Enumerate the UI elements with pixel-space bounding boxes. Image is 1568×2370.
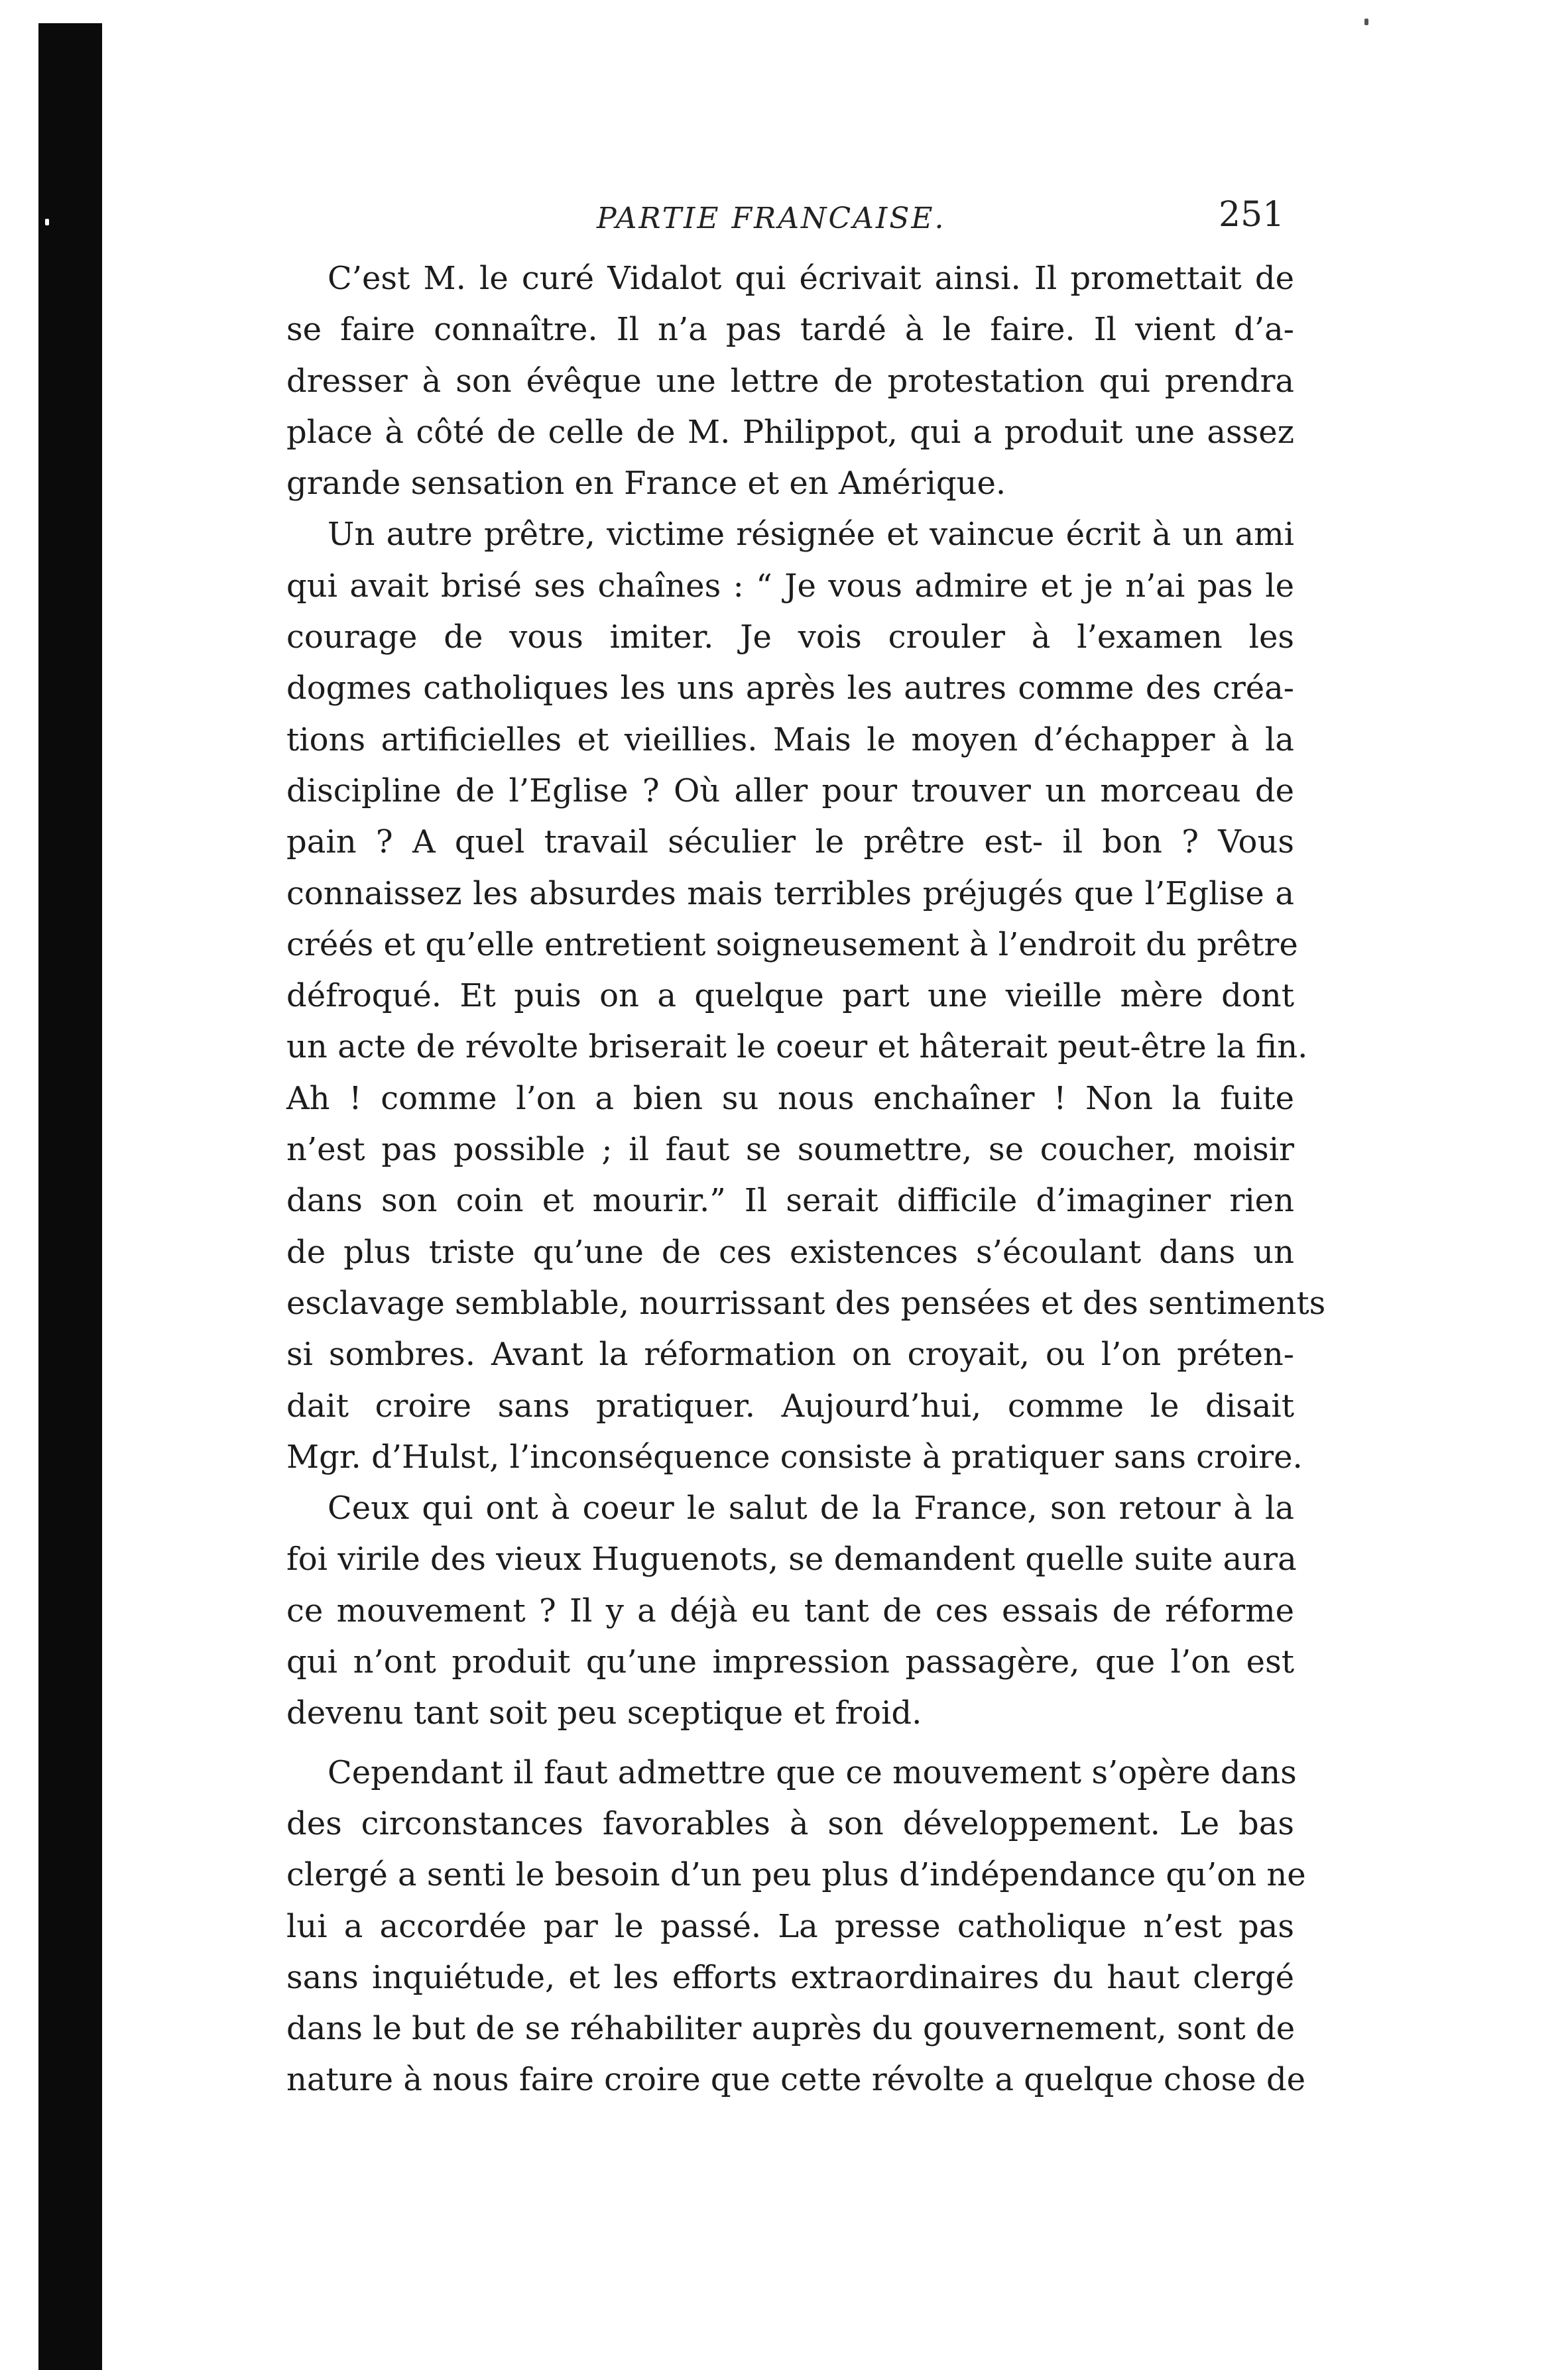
paragraph xyxy=(286,253,1294,509)
text-line: connaissez les absurdes mais terribles préjugés que l’Eglise a xyxy=(286,874,1294,912)
text-line: créés et qu’elle entretient soigneusement à l’endroit du prêtre xyxy=(286,925,1298,963)
page-number: 251 xyxy=(1219,195,1285,235)
paragraph xyxy=(286,1483,1297,1739)
text-line: sans inquiétude, et les efforts extraordinaires du haut clergé xyxy=(286,1958,1294,1996)
text-line: foi virile des vieux Huguenots, se demandent quelle suite aura xyxy=(286,1541,1297,1578)
text-line: devenu tant soit peu sceptique et froid. xyxy=(286,1694,922,1732)
text-line: qui n’ont produit qu’une impression passagère, que l’on est xyxy=(286,1643,1294,1681)
text-line: défroqué. Et puis on a quelque part une vieille mère dont xyxy=(286,977,1294,1015)
text-line: dans son coin et mourir.” Il serait difficile d’imaginer rien xyxy=(286,1182,1294,1220)
text-line: Ah ! comme l’on a bien su nous enchaîner ! Non la fuite xyxy=(286,1079,1294,1117)
body-text xyxy=(286,253,1326,2106)
text-line: nature à nous faire croire que cette révolte a quelque chose de xyxy=(286,2061,1306,2099)
text-line: n’est pas possible ; il faut se soumettre, se coucher, moisir xyxy=(286,1131,1294,1169)
text-line: lui a accordée par le passé. La presse catholique n’est pas xyxy=(286,1907,1294,1945)
text-line: tions artificielles et vieillies. Mais le moyen d’échapper à la xyxy=(286,721,1294,758)
text-line: dans le but de se réhabiliter auprès du gouvernement, sont de xyxy=(286,2010,1296,2048)
binding-edge xyxy=(38,23,102,2370)
text-line: si sombres. Avant la réformation on croyait, ou l’on préten- xyxy=(286,1336,1294,1374)
text-line: courage de vous imiter. Je vois crouler à l’examen les xyxy=(286,619,1294,656)
scan-speck xyxy=(1364,19,1368,25)
running-title: PARTIE FRANCAISE. xyxy=(597,202,946,235)
paragraph xyxy=(286,1748,1306,2106)
text-line: des circonstances favorables à son développement. Le bas xyxy=(286,1805,1294,1842)
text-line: de plus triste qu’une de ces existences s’écoulant dans un xyxy=(286,1233,1294,1271)
text-line: dogmes catholiques les uns après les autres comme des créa- xyxy=(286,670,1294,707)
text-line: grande sensation en France et en Amérique. xyxy=(286,465,1006,503)
text-line: se faire connaître. Il n’a pas tardé à le faire. Il vient d’a- xyxy=(286,311,1294,349)
paragraph xyxy=(286,509,1326,1483)
text-line: C’est M. le curé Vidalot qui écrivait ainsi. Il promettait de xyxy=(328,260,1294,297)
text-line: ce mouvement ? Il y a déjà eu tant de ces essais de réforme xyxy=(286,1592,1294,1629)
text-line: clergé a senti le besoin d’un peu plus d’indépendance qu’on ne xyxy=(286,1856,1306,1894)
text-line: pain ? A quel travail séculier le prêtre est- il bon ? Vous xyxy=(286,823,1294,861)
text-line: place à côté de celle de M. Philippot, qui a produit une assez xyxy=(286,413,1294,451)
text-line: dait croire sans pratiquer. Aujourd’hui, comme le disait xyxy=(286,1387,1294,1425)
paragraph-gap xyxy=(286,1740,1294,1748)
text-line: dresser à son évêque une lettre de protestation qui prendra xyxy=(286,362,1294,400)
text-line: un acte de révolte briserait le coeur et hâterait peut-être la fin. xyxy=(286,1028,1308,1066)
text-line: Ceux qui ont à coeur le salut de la France, son retour à la xyxy=(328,1490,1294,1527)
text-line: Cependant il faut admettre que ce mouvement s’opère dans xyxy=(328,1753,1297,1791)
text-line: qui avait brisé ses chaînes : “ Je vous admire et je n’ai pas le xyxy=(286,567,1294,605)
running-head xyxy=(0,192,1568,245)
text-line: Un autre prêtre, victime résignée et vaincue écrit à un ami xyxy=(328,516,1294,554)
text-line: discipline de l’Eglise ? Où aller pour trouver un morceau de xyxy=(286,772,1294,809)
text-line: esclavage semblable, nourrissant des pensées et des sentiments xyxy=(286,1284,1326,1322)
text-line: Mgr. d’Hulst, l’inconséquence consiste à pratiquer sans croire. xyxy=(286,1438,1303,1476)
